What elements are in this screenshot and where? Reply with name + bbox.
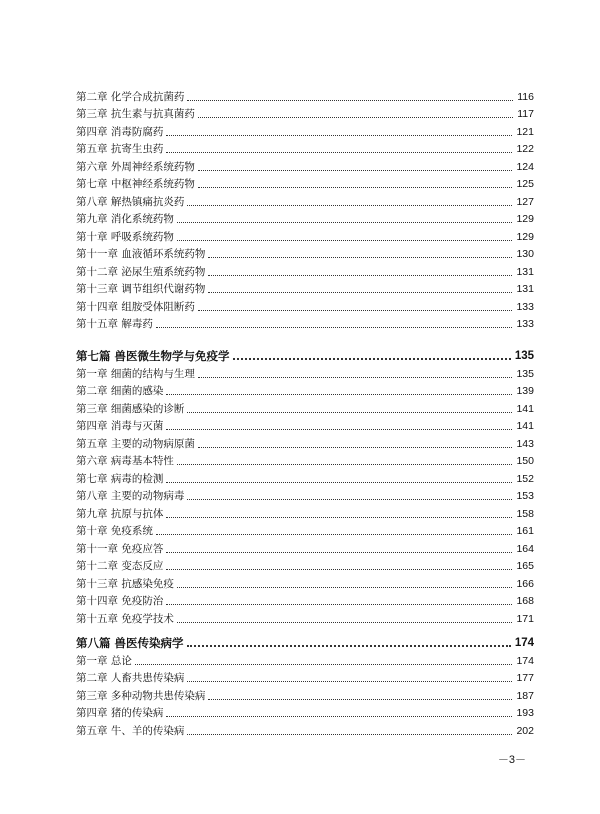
dot-leader: [166, 428, 512, 430]
dot-leader: [198, 309, 513, 311]
toc-entry-title: 第二章 人畜共患传染病: [76, 672, 185, 684]
toc-entry-page: 202: [516, 724, 534, 737]
dot-leader: [198, 116, 513, 118]
toc-entry-title: 第四章 猪的传染病: [76, 707, 164, 719]
dot-leader: [187, 411, 512, 413]
toc-entry-page: 129: [516, 213, 534, 225]
toc-chapter-entry[interactable]: [76, 244, 534, 262]
dot-leader: [208, 256, 512, 258]
toc-entry-title: 第十四章 组胺受体阻断药: [76, 300, 195, 313]
toc-entry-page: 121: [516, 125, 534, 138]
toc-entry-page: 166: [516, 577, 534, 590]
toc-chapter-entry[interactable]: [76, 139, 534, 157]
dot-leader: [166, 134, 512, 136]
toc-entry-page: 158: [516, 507, 534, 520]
toc-chapter-entry[interactable]: [76, 650, 534, 668]
dot-leader: [177, 463, 513, 465]
dot-leader: [198, 446, 513, 448]
toc-entry-page: 141: [516, 420, 534, 432]
toc-section-microbiology: [76, 343, 534, 626]
dot-leader: [198, 169, 513, 171]
toc-entry-title: 第五章 抗寄生虫药: [76, 143, 164, 155]
dot-leader: [177, 621, 513, 623]
toc-chapter-entry[interactable]: [76, 314, 534, 332]
toc-chapter-entry[interactable]: [76, 521, 534, 539]
dot-leader: [233, 357, 511, 360]
toc-entry-title: 第十一章 血液循环系统药物: [76, 248, 206, 260]
dot-leader: [135, 663, 513, 665]
dot-leader: [208, 698, 512, 700]
toc-chapter-entry[interactable]: [76, 685, 534, 703]
toc-entry-page: 125: [516, 178, 534, 190]
toc-entry-title: 第十四章 免疫防治: [76, 595, 164, 607]
toc-chapter-entry[interactable]: [76, 591, 534, 609]
toc-chapter-entry[interactable]: [76, 608, 534, 626]
toc-entry-page: 131: [516, 283, 534, 295]
toc-chapter-entry[interactable]: [76, 279, 534, 297]
toc-chapter-entry[interactable]: [76, 398, 534, 416]
toc-chapter-entry[interactable]: [76, 104, 534, 122]
toc-entry-page: 129: [516, 230, 534, 243]
toc-section-infectious-disease: [76, 630, 534, 738]
toc-chapter-entry[interactable]: [76, 226, 534, 244]
toc-entry-page: 174: [514, 637, 534, 649]
dot-leader: [166, 603, 512, 605]
toc-chapter-entry[interactable]: [76, 381, 534, 399]
toc-entry-page: 164: [516, 542, 534, 555]
toc-entry-title: 第十三章 抗感染免疫: [76, 577, 174, 590]
toc-entry-page: 143: [516, 437, 534, 450]
toc-entry-page: 127: [516, 195, 534, 208]
toc-entry-title: 第十章 免疫系统: [76, 525, 153, 537]
toc-entry-title: 第九章 消化系统药物: [76, 213, 174, 225]
toc-chapter-entry[interactable]: [76, 121, 534, 139]
toc-chapter-entry[interactable]: [76, 703, 534, 721]
dot-leader: [187, 680, 512, 682]
toc-chapter-entry[interactable]: [76, 416, 534, 434]
toc-entry-title: 第八章 主要的动物病毒: [76, 490, 185, 502]
dot-leader: [156, 326, 513, 328]
toc-entry-page: 168: [516, 595, 534, 607]
toc-entry-title: 第十五章 免疫学技术: [76, 612, 174, 625]
toc-chapter-entry[interactable]: [76, 209, 534, 227]
dot-leader: [166, 151, 512, 153]
dot-leader: [208, 291, 512, 293]
toc-entry-title: 第九章 抗原与抗体: [76, 507, 164, 520]
toc-entry-page: 193: [516, 707, 534, 719]
dot-leader: [208, 274, 512, 276]
toc-entry-page: 141: [516, 402, 534, 415]
toc-chapter-entry[interactable]: [76, 433, 534, 451]
toc-entry-page: 174: [516, 654, 534, 667]
toc-entry-page: 135: [514, 350, 534, 362]
toc-entry-page: 135: [516, 367, 534, 380]
dot-leader: [198, 186, 513, 188]
toc-entry-title: 第十一章 免疫应答: [76, 542, 164, 555]
toc-entry-title: 第五章 牛、羊的传染病: [76, 724, 185, 737]
toc-entry-page: 150: [516, 455, 534, 467]
toc-entry-title: 第五章 主要的动物病原菌: [76, 437, 195, 450]
toc-entry-title: 第二章 化学合成抗菌药: [76, 90, 185, 103]
toc-chapter-entry[interactable]: [76, 538, 534, 556]
dot-leader: [177, 221, 513, 223]
toc-entry-page: 117: [517, 108, 534, 120]
toc-entry-page: 153: [516, 490, 534, 502]
toc-entry-page: 165: [516, 560, 534, 572]
toc-entry-page: 133: [516, 300, 534, 313]
toc-chapter-entry[interactable]: [76, 86, 534, 104]
dot-leader: [166, 393, 512, 395]
dot-leader: [187, 733, 512, 735]
dot-leader: [166, 568, 512, 570]
toc-entry-title: 第七章 中枢神经系统药物: [76, 178, 195, 190]
toc-entry-title: 第十二章 泌尿生殖系统药物: [76, 265, 206, 278]
toc-chapter-entry[interactable]: [76, 503, 534, 521]
toc-chapter-entry[interactable]: [76, 468, 534, 486]
toc-chapter-entry[interactable]: [76, 156, 534, 174]
toc-chapter-entry[interactable]: [76, 191, 534, 209]
toc-entry-page: 152: [516, 472, 534, 485]
toc-entry-title: 第十二章 变态反应: [76, 560, 164, 572]
toc-entry-title: 第三章 细菌感染的诊断: [76, 402, 185, 415]
toc-entry-page: 116: [517, 90, 534, 103]
toc-chapter-entry[interactable]: [76, 451, 534, 469]
toc-entry-title: 第一章 细菌的结构与生理: [76, 367, 195, 380]
toc-entry-page: 124: [516, 160, 534, 173]
dot-leader: [156, 533, 513, 535]
toc-chapter-entry[interactable]: [76, 556, 534, 574]
toc-entry-page: 171: [516, 612, 534, 625]
toc-entry-title: 第六章 病毒基本特性: [76, 455, 174, 467]
toc-entry-title: 第十三章 调节组织代谢药物: [76, 283, 206, 295]
dot-leader: [166, 481, 512, 483]
toc-entry-page: 133: [516, 318, 534, 330]
toc-entry-page: 131: [516, 265, 534, 278]
toc-section-pharmacology-cont: [76, 86, 534, 331]
toc-entry-title: 第八篇 兽医传染病学: [76, 636, 184, 650]
toc-entry-title: 第四章 消毒与灭菌: [76, 420, 164, 432]
dot-leader: [166, 551, 512, 553]
toc-chapter-entry[interactable]: [76, 363, 534, 381]
toc-chapter-entry[interactable]: [76, 261, 534, 279]
toc-entry-title: 第八章 解热镇痛抗炎药: [76, 195, 185, 208]
toc-part-heading[interactable]: [76, 630, 534, 650]
toc-entry-title: 第四章 消毒防腐药: [76, 125, 164, 138]
toc-entry-page: 139: [516, 385, 534, 397]
dot-leader: [177, 239, 513, 241]
dot-leader: [166, 715, 512, 717]
toc-entry-title: 第十章 呼吸系统药物: [76, 230, 174, 243]
toc-entry-title: 第一章 总论: [76, 654, 132, 667]
toc-entry-title: 第七篇 兽医微生物学与免疫学: [76, 349, 230, 363]
toc-chapter-entry[interactable]: [76, 668, 534, 686]
dot-leader: [187, 99, 513, 101]
toc-chapter-entry[interactable]: [76, 486, 534, 504]
toc-entry-title: 第七章 病毒的检测: [76, 472, 164, 485]
dot-leader: [166, 516, 512, 518]
toc-entry-page: 161: [516, 525, 534, 537]
toc-entry-title: 第六章 外周神经系统药物: [76, 160, 195, 173]
toc-entry-title: 第三章 多种动物共患传染病: [76, 689, 206, 702]
toc-entry-page: 130: [516, 248, 534, 260]
page-number: －3－: [497, 754, 526, 766]
toc-entry-page: 122: [516, 143, 534, 155]
dot-leader: [187, 644, 511, 647]
dot-leader: [177, 586, 513, 588]
toc-part-heading[interactable]: [76, 343, 534, 363]
toc-chapter-entry[interactable]: [76, 573, 534, 591]
toc-entry-page: 177: [516, 672, 534, 684]
dot-leader: [198, 376, 513, 378]
dot-leader: [187, 498, 512, 500]
toc-entry-page: 187: [516, 689, 534, 702]
toc-chapter-entry[interactable]: [76, 174, 534, 192]
toc-entry-title: 第十五章 解毒药: [76, 318, 153, 330]
toc-entry-title: 第二章 细菌的感染: [76, 385, 164, 397]
toc-chapter-entry[interactable]: [76, 296, 534, 314]
dot-leader: [187, 204, 512, 206]
toc-chapter-entry[interactable]: [76, 720, 534, 738]
toc-entry-title: 第三章 抗生素与抗真菌药: [76, 108, 195, 120]
